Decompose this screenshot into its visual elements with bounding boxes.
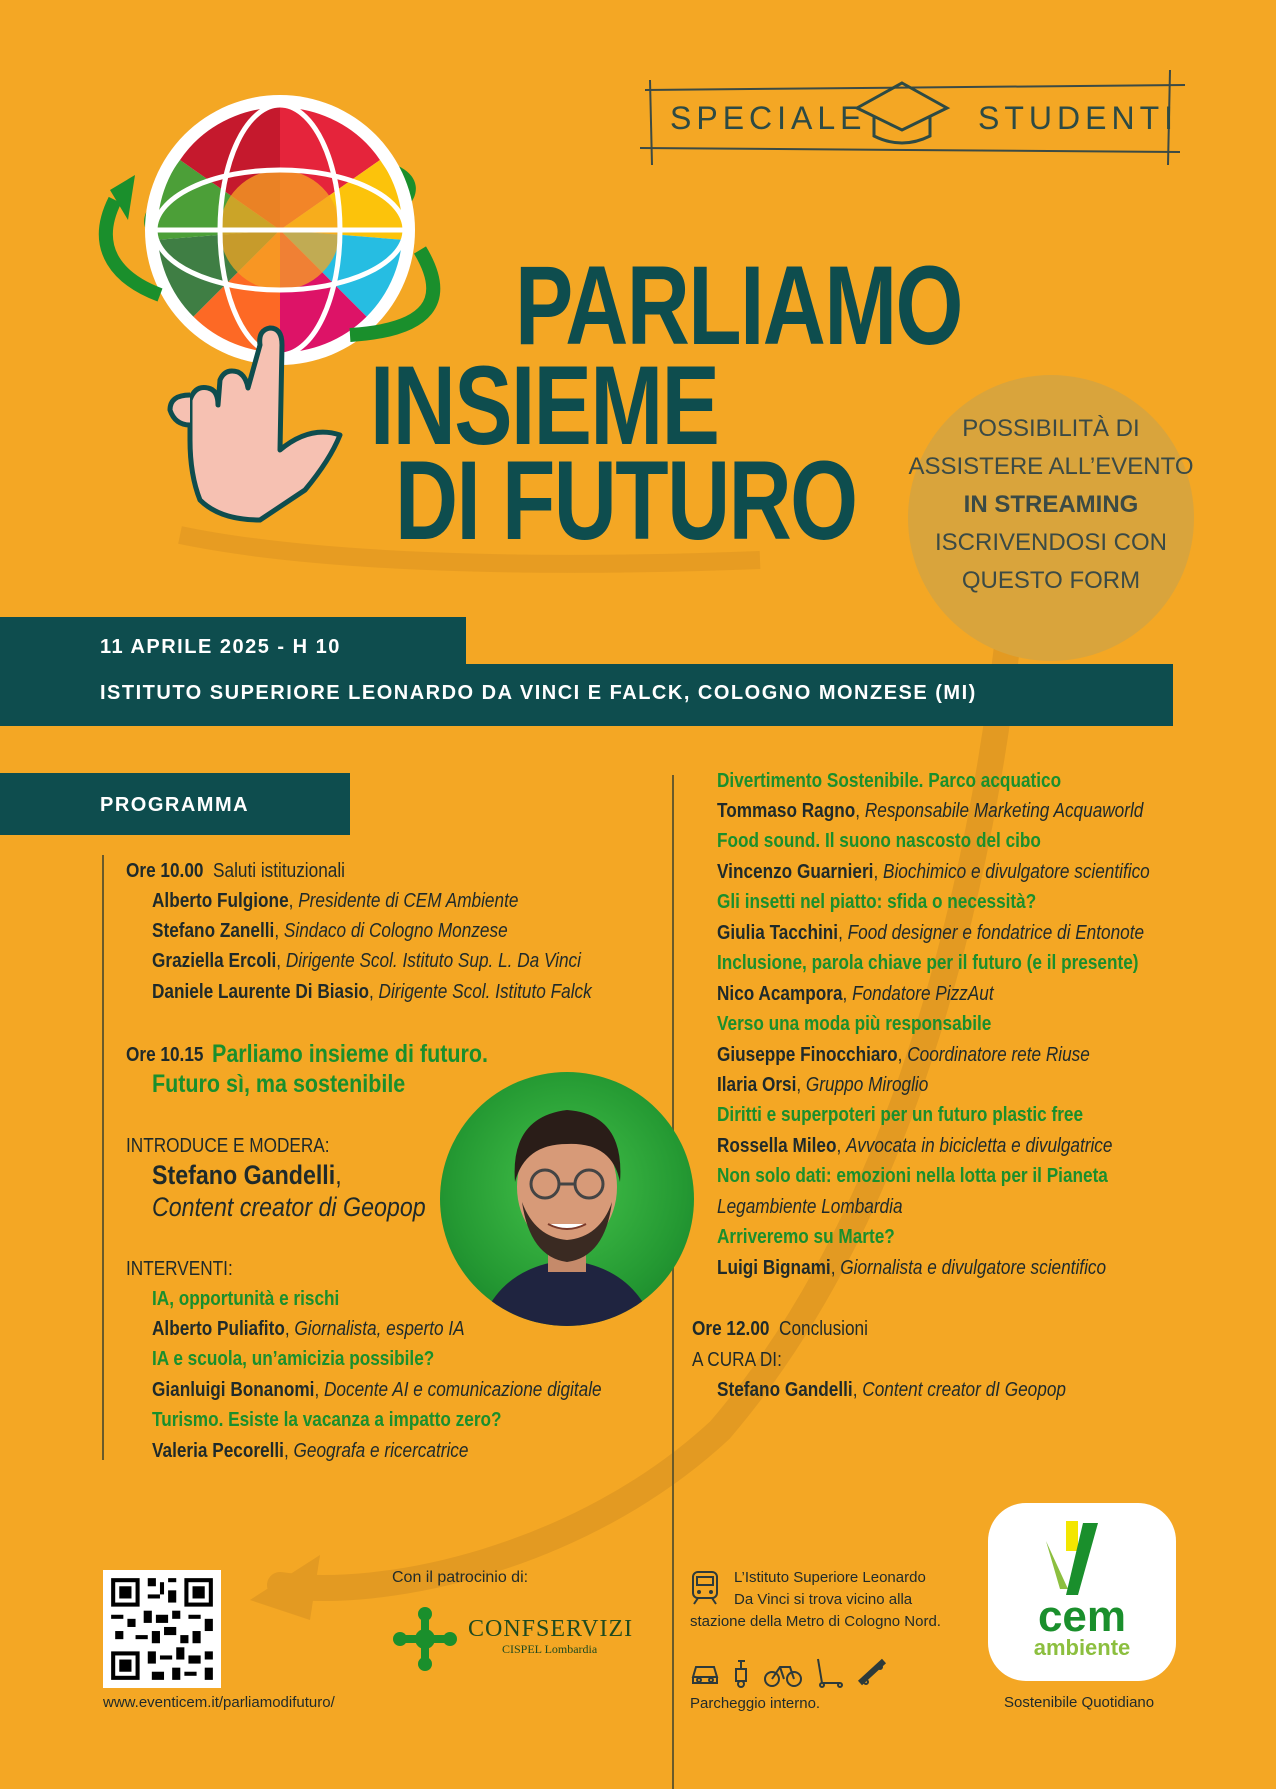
- event-place: ISTITUTO SUPERIORE LEONARDO DA VINCI E FALCK, COLOGNO MONZESE (MI): [100, 682, 977, 704]
- talk-title: IA e scuola, un’amicizia possibile?: [152, 1348, 435, 1370]
- parking-info: Parcheggio interno.: [690, 1695, 821, 1712]
- speaker-row: Alberto Puliafito, Giornalista, esperto IA: [152, 1318, 465, 1340]
- programma-label: PROGRAMMA: [100, 794, 250, 816]
- title-line-3: DI FUTURO: [395, 438, 857, 563]
- keynote-subtitle: Futuro sì, ma sostenibile: [152, 1070, 406, 1098]
- confservizi-name: CONFSERVIZI: [468, 1616, 634, 1642]
- streaming-highlight: IN STREAMING: [963, 491, 1139, 518]
- program-time-2: Ore 10.15: [126, 1044, 204, 1066]
- speaker-row: Stefano Gandelli, Content creator dI Geopop: [717, 1379, 1066, 1401]
- program-time-3: Ore 12.00 Conclusioni: [692, 1318, 868, 1340]
- qr-code[interactable]: [103, 1570, 221, 1688]
- confservizi-sub: CISPEL Lombardia: [502, 1642, 598, 1656]
- talk-title: Diritti e superpoteri per un futuro plastic free: [717, 1104, 1084, 1126]
- badge-left-word: SPECIALE: [670, 100, 867, 136]
- speaker-row: Alberto Fulgione, Presidente di CEM Ambiente: [152, 890, 519, 912]
- event-date: 11 APRILE 2025 - H 10: [100, 636, 341, 658]
- badge-right-word: STUDENTI: [978, 100, 1178, 136]
- talk-title: Turismo. Esiste la vacanza a impatto zero?: [152, 1409, 502, 1431]
- event-url[interactable]: www.eventicem.it/parliamodifuturo/: [103, 1694, 335, 1711]
- speaker-row: Valeria Pecorelli, Geografa e ricercatrice: [152, 1440, 469, 1462]
- talk-title: Divertimento Sostenibile. Parco acquatico: [717, 770, 1062, 792]
- speaker-row: Gianluigi Bonanomi, Docente AI e comunicazione digitale: [152, 1379, 602, 1401]
- cem-wordmark: cem: [1037, 1592, 1127, 1641]
- cem-tagline: Sostenibile Quotidiano: [1004, 1694, 1155, 1711]
- speciale-studenti-badge: [640, 70, 1190, 170]
- keynote-title: Parliamo insieme di futuro.: [212, 1040, 488, 1068]
- speaker-row: Ilaria Orsi, Gruppo Miroglio: [717, 1074, 929, 1096]
- acura-label: A CURA DI:: [692, 1349, 782, 1371]
- moderator-photo: [440, 1072, 694, 1326]
- streaming-line: POSSIBILITÀ DI: [962, 415, 1140, 442]
- streaming-line: ISCRIVENDOSI CON: [934, 529, 1168, 556]
- talk-title: Gli insetti nel piatto: sfida o necessità?: [717, 891, 1037, 913]
- metro-info: L’Istituto Superiore Leonardo Da Vinci si trova vicino alla stazione della Metro di Cologno Nord.: [690, 1569, 941, 1630]
- speaker-row: Vincenzo Guarnieri, Biochimico e divulgatore scientifico: [717, 861, 1150, 883]
- talk-title: Arriveremo su Marte?: [717, 1226, 895, 1248]
- talk-title: Inclusione, parola chiave per il futuro (e il presente): [717, 952, 1139, 974]
- left-column-rule: [102, 855, 104, 1460]
- speaker-row: Graziella Ercoli, Dirigente Scol. Istituto Sup. L. Da Vinci: [152, 950, 581, 972]
- interventi-label: INTERVENTI:: [126, 1258, 233, 1280]
- talk-title: IA, opportunità e rischi: [152, 1288, 340, 1310]
- introduce-label: INTRODUCE E MODERA:: [126, 1135, 330, 1157]
- program-time-1: Ore 10.00 Saluti istituzionali: [126, 860, 345, 882]
- speaker-row: Giulia Tacchini, Food designer e fondatrice di Entonote: [717, 922, 1145, 944]
- speaker-row: Legambiente Lombardia: [717, 1196, 903, 1218]
- transport-icons: [690, 1655, 900, 1689]
- confservizi-logo-icon: [390, 1604, 460, 1674]
- speaker-row: Daniele Laurente Di Biasio, Dirigente Scol. Istituto Falck: [152, 981, 592, 1003]
- streaming-text[interactable]: [908, 410, 1194, 600]
- speaker-row: Giuseppe Finocchiaro, Coordinatore rete Riuse: [717, 1044, 1090, 1066]
- talk-title: Food sound. Il suono nascosto del cibo: [717, 830, 1041, 852]
- streaming-line: ASSISTERE ALL’EVENTO: [908, 453, 1194, 480]
- moderator-role: Content creator di Geopop: [152, 1192, 426, 1222]
- speaker-row: Luigi Bignami, Giornalista e divulgatore scientifico: [717, 1257, 1107, 1279]
- speaker-row: Stefano Zanelli, Sindaco di Cologno Monzese: [152, 920, 508, 942]
- moderator-name: Stefano Gandelli,: [152, 1160, 342, 1190]
- streaming-line: QUESTO FORM: [961, 567, 1141, 594]
- speaker-row: Rossella Mileo, Avvocata in bicicletta e divulgatrice: [717, 1135, 1113, 1157]
- title-line-2: INSIEME: [370, 343, 719, 468]
- ambiente-wordmark: ambiente: [1033, 1635, 1131, 1660]
- graduation-cap-icon: [852, 78, 952, 150]
- cem-ambiente-logo: [988, 1503, 1176, 1681]
- talk-title: Non solo dati: emozioni nella lotta per il Pianeta: [717, 1165, 1108, 1187]
- speaker-row: Nico Acampora, Fondatore PizzAut: [717, 983, 994, 1005]
- patrocinio-label: Con il patrocinio di:: [392, 1569, 529, 1586]
- center-column-rule: [672, 775, 674, 1789]
- speaker-row: Tommaso Ragno, Responsabile Marketing Acquaworld: [717, 800, 1144, 822]
- talk-title: Verso una moda più responsabile: [717, 1013, 992, 1035]
- title-line-1: PARLIAMO: [515, 243, 962, 368]
